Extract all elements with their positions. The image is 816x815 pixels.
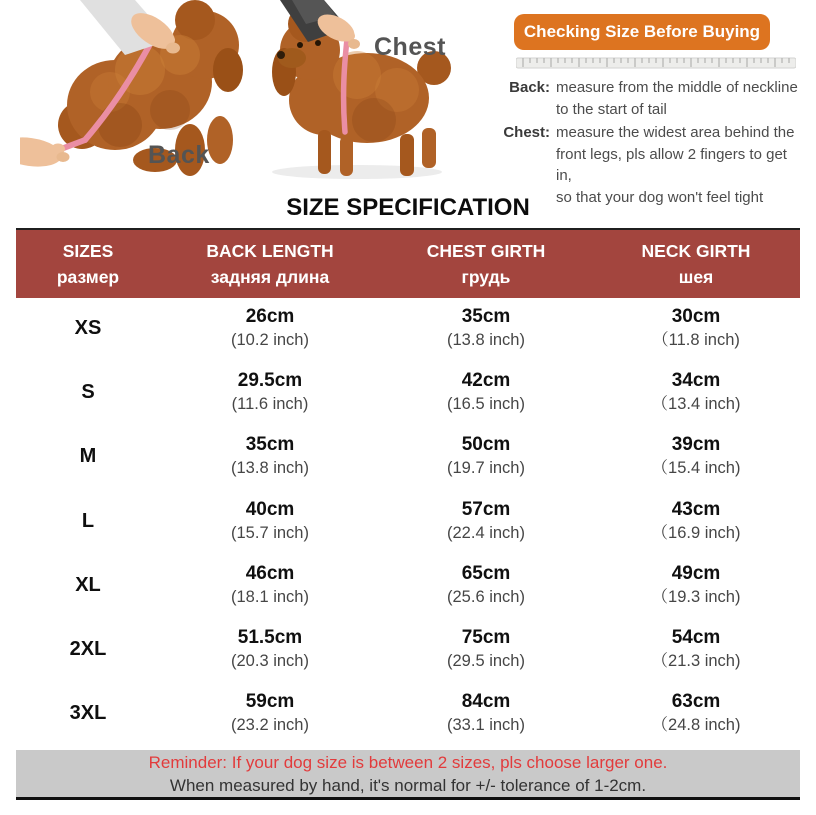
size-label: 3XL: [69, 702, 107, 725]
column-header-chest-girth: [380, 238, 592, 290]
column-header-en: NECK GIRTH: [641, 241, 751, 261]
back-length-cell: [160, 498, 380, 545]
column-header-en: CHEST GIRTH: [426, 241, 546, 261]
inch-value: (19.7 inch): [447, 459, 525, 478]
cm-value: 46cm: [245, 562, 295, 584]
inch-value: (22.4 inch): [447, 523, 525, 542]
back-length-cell: [160, 369, 380, 416]
dog-shadow: [272, 165, 442, 179]
table-row-s: [16, 360, 800, 424]
hand-holding-tape-top: [80, 0, 181, 56]
ruler-icon: [516, 56, 796, 72]
page-title: SIZE SPECIFICATION: [286, 194, 530, 221]
table-row-3xl: [16, 682, 800, 746]
column-header-en: BACK LENGTH: [206, 241, 334, 261]
size-table-body: [16, 296, 800, 746]
inch-value: （15.4 inch): [651, 459, 741, 478]
inch-value: (16.5 inch): [447, 394, 525, 413]
back-length-cell: [160, 433, 380, 480]
checking-size-banner-label: Checking Size Before Buying: [523, 22, 761, 41]
inch-value: (23.2 inch): [231, 716, 309, 735]
back-definition-line: measure from the middle of neckline: [556, 79, 798, 96]
chest-girth-cell: [380, 626, 592, 673]
column-header-back-length: [160, 238, 380, 290]
back-photo-label: Back: [148, 141, 210, 169]
neck-girth-cell: [592, 626, 800, 673]
back-length-cell: [160, 690, 380, 737]
inch-value: （13.4 inch): [651, 394, 741, 413]
table-row-2xl: [16, 617, 800, 681]
neck-girth-cell: [592, 305, 800, 352]
back-definition-line: to the start of tail: [556, 100, 667, 118]
column-header-ru: задняя длина: [210, 267, 330, 287]
cm-value: 34cm: [671, 369, 721, 391]
chest-definition-line: so that your dog won't feel tight: [556, 188, 764, 206]
chest-girth-cell: [380, 433, 592, 480]
chest-girth-cell: [380, 562, 592, 609]
inch-value: (11.6 inch): [231, 394, 309, 413]
chest-term: Chest:: [503, 124, 550, 141]
chest-girth-cell: [380, 690, 592, 737]
cm-value: 35cm: [245, 434, 295, 456]
cm-value: 57cm: [461, 498, 511, 520]
column-header-sizes: [16, 238, 160, 290]
cm-value: 30cm: [671, 305, 721, 327]
size-label: S: [81, 380, 95, 403]
reminder-note: [16, 750, 800, 800]
inch-value: (15.7 inch): [231, 523, 309, 542]
hand-holding-tape-bottom: [20, 134, 70, 171]
cm-value: 84cm: [461, 691, 511, 713]
cm-value: 29.5cm: [237, 369, 303, 391]
chest-definition-line: front legs, pls allow 2 fingers to get in,: [556, 145, 787, 184]
chest-definition-line: measure the widest area behind the: [556, 124, 795, 141]
column-header-ru: шея: [678, 267, 714, 287]
checking-size-banner: [514, 14, 770, 50]
chest-girth-cell: [380, 369, 592, 416]
back-definition: [500, 77, 806, 120]
neck-girth-cell: [592, 433, 800, 480]
chest-girth-cell: [380, 305, 592, 352]
neck-girth-cell: [592, 498, 800, 545]
back-term: Back:: [509, 79, 550, 96]
size-label: L: [81, 509, 95, 532]
cm-value: 39cm: [671, 434, 721, 456]
size-label: M: [79, 445, 97, 468]
inch-value: (25.6 inch): [447, 587, 525, 606]
table-row-l: [16, 489, 800, 553]
inch-value: (29.5 inch): [447, 652, 525, 671]
column-header-ru: размер: [56, 267, 120, 287]
table-row-m: [16, 425, 800, 489]
cm-value: 65cm: [461, 562, 511, 584]
back-length-cell: [160, 626, 380, 673]
chest-photo-label: Chest: [374, 33, 446, 61]
inch-value: （21.3 inch): [651, 652, 741, 671]
inch-value: (10.2 inch): [231, 330, 309, 349]
column-header-ru: грудь: [461, 267, 511, 287]
inch-value: (13.8 inch): [447, 330, 525, 349]
neck-girth-cell: [592, 369, 800, 416]
table-row-xs: [16, 296, 800, 360]
size-table-header: [16, 228, 800, 298]
cm-value: 59cm: [245, 691, 295, 713]
column-header-en: SIZES: [62, 241, 114, 261]
column-header-neck-girth: [592, 238, 800, 290]
chest-girth-cell: [380, 498, 592, 545]
inch-value: （24.8 inch): [651, 716, 741, 735]
size-label: 2XL: [69, 638, 107, 661]
neck-girth-cell: [592, 690, 800, 737]
inch-value: （19.3 inch): [651, 587, 741, 606]
size-label: XS: [74, 316, 102, 339]
cm-value: 40cm: [245, 498, 295, 520]
cm-value: 50cm: [461, 434, 511, 456]
reminder-line-tolerance: When measured by hand, it's normal for +/- tolerance of 1-2cm.: [169, 775, 647, 795]
cm-value: 42cm: [461, 369, 511, 391]
inch-value: （11.8 inch): [652, 330, 740, 349]
back-length-cell: [160, 305, 380, 352]
cm-value: 26cm: [245, 305, 295, 327]
cm-value: 35cm: [461, 305, 511, 327]
inch-value: （16.9 inch): [651, 523, 741, 542]
neck-girth-cell: [592, 562, 800, 609]
cm-value: 75cm: [461, 627, 511, 649]
cm-value: 49cm: [671, 562, 721, 584]
dog-chest-measure-illustration: [262, 0, 452, 188]
inch-value: (33.1 inch): [447, 716, 525, 735]
inch-value: (18.1 inch): [231, 587, 309, 606]
cm-value: 51.5cm: [237, 627, 303, 649]
inch-value: (20.3 inch): [231, 652, 309, 671]
dog-side-view: [272, 6, 451, 176]
back-length-cell: [160, 562, 380, 609]
cm-value: 43cm: [671, 498, 721, 520]
size-label: XL: [75, 573, 101, 596]
table-row-xl: [16, 553, 800, 617]
cm-value: 54cm: [671, 627, 721, 649]
measurement-instructions: [500, 77, 806, 210]
inch-value: (13.8 inch): [231, 459, 309, 478]
dog-back-measure-illustration: [20, 0, 260, 190]
cm-value: 63cm: [671, 691, 721, 713]
reminder-line-red: Reminder: If your dog size is between 2 sizes, pls choose larger one.: [148, 752, 668, 772]
